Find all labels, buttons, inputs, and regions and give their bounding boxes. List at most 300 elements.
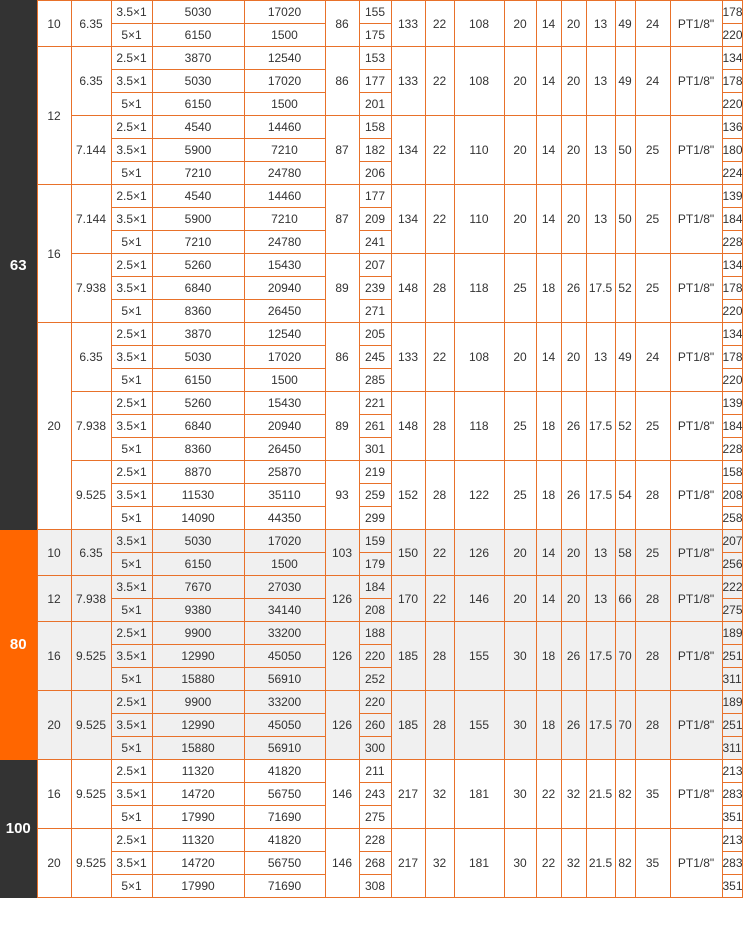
- dimension-cell: 24: [635, 1, 670, 47]
- dimension-cell: 17.5: [586, 461, 615, 530]
- length-cell: 207: [722, 530, 742, 553]
- table-row: [0, 1, 742, 24]
- dynamic-load-cell: 5030: [152, 530, 244, 553]
- nut-length-cell: 188: [359, 622, 391, 645]
- length-cell: 178: [722, 277, 742, 300]
- dimension-cell: 22: [425, 116, 454, 185]
- dimension-cell: PT1/8": [670, 392, 722, 461]
- length-cell: 311: [722, 737, 742, 760]
- static-load-cell: 17020: [244, 530, 325, 553]
- dimension-cell: 25: [635, 254, 670, 323]
- dynamic-load-cell: 5260: [152, 254, 244, 277]
- dimension-cell: 49: [615, 323, 635, 392]
- nut-dia-cell: 146: [325, 829, 359, 898]
- dimension-cell: 82: [615, 829, 635, 898]
- nut-length-cell: 209: [359, 208, 391, 231]
- circuit-cell: 2.5×1: [111, 254, 152, 277]
- static-load-cell: 45050: [244, 645, 325, 668]
- lead-cell: 20: [37, 829, 71, 898]
- size-group-label: 63: [0, 1, 37, 530]
- dimension-cell: PT1/8": [670, 323, 722, 392]
- nut-length-cell: 220: [359, 691, 391, 714]
- dimension-cell: 17.5: [586, 392, 615, 461]
- circuit-cell: 3.5×1: [111, 645, 152, 668]
- static-load-cell: 35110: [244, 484, 325, 507]
- circuit-cell: 5×1: [111, 875, 152, 898]
- dimension-cell: 14: [536, 1, 561, 47]
- table-row: [0, 461, 742, 484]
- length-cell: 351: [722, 806, 742, 829]
- lead-cell: 16: [37, 760, 71, 829]
- dimension-cell: 148: [391, 392, 425, 461]
- nut-length-cell: 175: [359, 24, 391, 47]
- nut-length-cell: 207: [359, 254, 391, 277]
- dynamic-load-cell: 11320: [152, 760, 244, 783]
- dimension-cell: 13: [586, 185, 615, 254]
- static-load-cell: 1500: [244, 24, 325, 47]
- dimension-cell: 14: [536, 116, 561, 185]
- static-load-cell: 15430: [244, 254, 325, 277]
- static-load-cell: 20940: [244, 277, 325, 300]
- length-cell: 283: [722, 852, 742, 875]
- dynamic-load-cell: 5030: [152, 346, 244, 369]
- static-load-cell: 17020: [244, 1, 325, 24]
- nut-length-cell: 259: [359, 484, 391, 507]
- ball-dia-cell: 7.144: [71, 185, 111, 254]
- dimension-cell: 20: [561, 116, 586, 185]
- circuit-cell: 3.5×1: [111, 139, 152, 162]
- dynamic-load-cell: 11530: [152, 484, 244, 507]
- dimension-cell: 25: [635, 392, 670, 461]
- ball-dia-cell: 6.35: [71, 47, 111, 116]
- static-load-cell: 71690: [244, 875, 325, 898]
- dynamic-load-cell: 3870: [152, 323, 244, 346]
- dimension-cell: 22: [536, 760, 561, 829]
- nut-dia-cell: 89: [325, 254, 359, 323]
- dynamic-load-cell: 12990: [152, 714, 244, 737]
- dimension-cell: 26: [561, 461, 586, 530]
- dynamic-load-cell: 8360: [152, 300, 244, 323]
- length-cell: 220: [722, 369, 742, 392]
- static-load-cell: 56750: [244, 783, 325, 806]
- dynamic-load-cell: 14720: [152, 783, 244, 806]
- nut-length-cell: 153: [359, 47, 391, 70]
- ball-dia-cell: 9.525: [71, 691, 111, 760]
- table-row: [0, 254, 742, 277]
- dimension-cell: 30: [504, 691, 536, 760]
- dimension-cell: 50: [615, 185, 635, 254]
- dynamic-load-cell: 15880: [152, 737, 244, 760]
- nut-length-cell: 228: [359, 829, 391, 852]
- table-row: [0, 185, 742, 208]
- dynamic-load-cell: 6150: [152, 24, 244, 47]
- dimension-cell: 20: [561, 576, 586, 622]
- nut-dia-cell: 103: [325, 530, 359, 576]
- dimension-cell: 13: [586, 323, 615, 392]
- dimension-cell: 14: [536, 47, 561, 116]
- length-cell: 184: [722, 208, 742, 231]
- table-row: [0, 47, 742, 70]
- dimension-cell: PT1/8": [670, 185, 722, 254]
- length-cell: 256: [722, 553, 742, 576]
- circuit-cell: 5×1: [111, 553, 152, 576]
- length-cell: 134: [722, 47, 742, 70]
- table-row: [0, 530, 742, 553]
- length-cell: 224: [722, 162, 742, 185]
- dynamic-load-cell: 15880: [152, 668, 244, 691]
- nut-length-cell: 299: [359, 507, 391, 530]
- circuit-cell: 5×1: [111, 93, 152, 116]
- length-cell: 139: [722, 392, 742, 415]
- dimension-cell: 28: [425, 691, 454, 760]
- length-cell: 184: [722, 415, 742, 438]
- dynamic-load-cell: 17990: [152, 806, 244, 829]
- dimension-cell: 28: [425, 622, 454, 691]
- nut-dia-cell: 86: [325, 1, 359, 47]
- nut-length-cell: 271: [359, 300, 391, 323]
- dimension-cell: 32: [425, 760, 454, 829]
- dimension-cell: PT1/8": [670, 622, 722, 691]
- dimension-cell: 22: [425, 323, 454, 392]
- nut-length-cell: 301: [359, 438, 391, 461]
- dimension-cell: 17.5: [586, 622, 615, 691]
- length-cell: 251: [722, 714, 742, 737]
- dynamic-load-cell: 5900: [152, 208, 244, 231]
- nut-dia-cell: 126: [325, 576, 359, 622]
- dimension-cell: 24: [635, 47, 670, 116]
- dynamic-load-cell: 8870: [152, 461, 244, 484]
- dynamic-load-cell: 14720: [152, 852, 244, 875]
- dimension-cell: PT1/8": [670, 254, 722, 323]
- dimension-cell: 152: [391, 461, 425, 530]
- nut-length-cell: 221: [359, 392, 391, 415]
- length-cell: 178: [722, 346, 742, 369]
- nut-length-cell: 285: [359, 369, 391, 392]
- dimension-cell: 54: [615, 461, 635, 530]
- dynamic-load-cell: 6840: [152, 277, 244, 300]
- lead-cell: 10: [37, 1, 71, 47]
- dimension-cell: 20: [561, 47, 586, 116]
- ball-dia-cell: 7.938: [71, 576, 111, 622]
- length-cell: 283: [722, 783, 742, 806]
- table-row: [0, 829, 742, 852]
- dimension-cell: 13: [586, 1, 615, 47]
- dimension-cell: 28: [425, 392, 454, 461]
- dimension-cell: 32: [425, 829, 454, 898]
- nut-length-cell: 245: [359, 346, 391, 369]
- static-load-cell: 44350: [244, 507, 325, 530]
- dimension-cell: 21.5: [586, 829, 615, 898]
- dimension-cell: 26: [561, 254, 586, 323]
- static-load-cell: 56910: [244, 668, 325, 691]
- dimension-cell: 110: [454, 185, 504, 254]
- dimension-cell: PT1/8": [670, 116, 722, 185]
- lead-cell: 20: [37, 323, 71, 530]
- dimension-cell: 52: [615, 392, 635, 461]
- length-cell: 178: [722, 70, 742, 93]
- dimension-cell: 126: [454, 530, 504, 576]
- dimension-cell: 26: [561, 392, 586, 461]
- dynamic-load-cell: 17990: [152, 875, 244, 898]
- length-cell: 208: [722, 484, 742, 507]
- nut-length-cell: 201: [359, 93, 391, 116]
- static-load-cell: 7210: [244, 208, 325, 231]
- dimension-cell: 18: [536, 254, 561, 323]
- static-load-cell: 41820: [244, 829, 325, 852]
- ball-dia-cell: 9.525: [71, 760, 111, 829]
- nut-dia-cell: 87: [325, 116, 359, 185]
- dimension-cell: 24: [635, 323, 670, 392]
- nut-length-cell: 177: [359, 70, 391, 93]
- dimension-cell: 20: [561, 185, 586, 254]
- nut-length-cell: 184: [359, 576, 391, 599]
- dimension-cell: 70: [615, 622, 635, 691]
- dimension-cell: 155: [454, 622, 504, 691]
- dimension-cell: 30: [504, 622, 536, 691]
- dynamic-load-cell: 3870: [152, 47, 244, 70]
- dimension-cell: 20: [504, 576, 536, 622]
- dimension-cell: 30: [504, 829, 536, 898]
- dimension-cell: 20: [504, 185, 536, 254]
- dimension-cell: 122: [454, 461, 504, 530]
- dynamic-load-cell: 5260: [152, 392, 244, 415]
- table-row: [0, 691, 742, 714]
- nut-length-cell: 159: [359, 530, 391, 553]
- static-load-cell: 1500: [244, 369, 325, 392]
- dynamic-load-cell: 9900: [152, 691, 244, 714]
- dimension-cell: 28: [425, 254, 454, 323]
- dimension-cell: PT1/8": [670, 47, 722, 116]
- dimension-cell: 170: [391, 576, 425, 622]
- nut-length-cell: 211: [359, 760, 391, 783]
- dimension-cell: 66: [615, 576, 635, 622]
- static-load-cell: 45050: [244, 714, 325, 737]
- circuit-cell: 5×1: [111, 806, 152, 829]
- nut-dia-cell: 86: [325, 47, 359, 116]
- dimension-cell: 18: [536, 622, 561, 691]
- circuit-cell: 5×1: [111, 737, 152, 760]
- dimension-cell: 185: [391, 691, 425, 760]
- circuit-cell: 3.5×1: [111, 277, 152, 300]
- length-cell: 220: [722, 300, 742, 323]
- dimension-cell: 133: [391, 323, 425, 392]
- length-cell: 351: [722, 875, 742, 898]
- dimension-cell: PT1/8": [670, 691, 722, 760]
- ball-dia-cell: 6.35: [71, 530, 111, 576]
- circuit-cell: 2.5×1: [111, 47, 152, 70]
- lead-cell: 16: [37, 622, 71, 691]
- dimension-cell: 32: [561, 829, 586, 898]
- dimension-cell: 26: [561, 691, 586, 760]
- static-load-cell: 56910: [244, 737, 325, 760]
- length-cell: 139: [722, 185, 742, 208]
- dimension-cell: 49: [615, 47, 635, 116]
- nut-length-cell: 275: [359, 806, 391, 829]
- dynamic-load-cell: 6150: [152, 369, 244, 392]
- nut-length-cell: 308: [359, 875, 391, 898]
- length-cell: 134: [722, 323, 742, 346]
- dimension-cell: 20: [504, 530, 536, 576]
- dynamic-load-cell: 5030: [152, 1, 244, 24]
- dimension-cell: 14: [536, 576, 561, 622]
- static-load-cell: 24780: [244, 231, 325, 254]
- static-load-cell: 14460: [244, 185, 325, 208]
- nut-dia-cell: 126: [325, 622, 359, 691]
- circuit-cell: 2.5×1: [111, 116, 152, 139]
- dimension-cell: 108: [454, 1, 504, 47]
- dimension-cell: 49: [615, 1, 635, 47]
- circuit-cell: 2.5×1: [111, 829, 152, 852]
- length-cell: 178: [722, 1, 742, 24]
- circuit-cell: 5×1: [111, 300, 152, 323]
- static-load-cell: 15430: [244, 392, 325, 415]
- circuit-cell: 5×1: [111, 231, 152, 254]
- length-cell: 180: [722, 139, 742, 162]
- length-cell: 222: [722, 576, 742, 599]
- circuit-cell: 2.5×1: [111, 760, 152, 783]
- dimension-cell: 17.5: [586, 691, 615, 760]
- dimension-cell: PT1/8": [670, 576, 722, 622]
- circuit-cell: 5×1: [111, 438, 152, 461]
- ball-dia-cell: 7.938: [71, 392, 111, 461]
- dimension-cell: 13: [586, 576, 615, 622]
- nut-length-cell: 268: [359, 852, 391, 875]
- dimension-cell: 181: [454, 829, 504, 898]
- ball-dia-cell: 9.525: [71, 461, 111, 530]
- circuit-cell: 5×1: [111, 599, 152, 622]
- length-cell: 275: [722, 599, 742, 622]
- dimension-cell: 22: [425, 185, 454, 254]
- dynamic-load-cell: 6150: [152, 93, 244, 116]
- dimension-cell: 18: [536, 691, 561, 760]
- dimension-cell: 185: [391, 622, 425, 691]
- dynamic-load-cell: 6150: [152, 553, 244, 576]
- dimension-cell: 14: [536, 323, 561, 392]
- lead-cell: 16: [37, 185, 71, 323]
- dimension-cell: 20: [504, 116, 536, 185]
- length-cell: 251: [722, 645, 742, 668]
- dynamic-load-cell: 14090: [152, 507, 244, 530]
- dimension-cell: 28: [425, 461, 454, 530]
- lead-cell: 12: [37, 47, 71, 185]
- dynamic-load-cell: 8360: [152, 438, 244, 461]
- ball-dia-cell: 9.525: [71, 829, 111, 898]
- static-load-cell: 12540: [244, 47, 325, 70]
- static-load-cell: 27030: [244, 576, 325, 599]
- nut-length-cell: 239: [359, 277, 391, 300]
- nut-dia-cell: 87: [325, 185, 359, 254]
- dimension-cell: 217: [391, 829, 425, 898]
- dimension-cell: 18: [536, 461, 561, 530]
- circuit-cell: 3.5×1: [111, 714, 152, 737]
- dimension-cell: 217: [391, 760, 425, 829]
- table-row: [0, 576, 742, 599]
- dimension-cell: 20: [504, 47, 536, 116]
- dimension-cell: 22: [425, 576, 454, 622]
- dimension-cell: 28: [635, 576, 670, 622]
- ball-dia-cell: 9.525: [71, 622, 111, 691]
- dynamic-load-cell: 5030: [152, 70, 244, 93]
- dimension-cell: 22: [425, 530, 454, 576]
- dimension-cell: 30: [504, 760, 536, 829]
- dimension-cell: 14: [536, 185, 561, 254]
- nut-dia-cell: 86: [325, 323, 359, 392]
- dimension-cell: 25: [504, 461, 536, 530]
- dimension-cell: 118: [454, 254, 504, 323]
- static-load-cell: 25870: [244, 461, 325, 484]
- table-row: [0, 392, 742, 415]
- nut-dia-cell: 93: [325, 461, 359, 530]
- lead-cell: 12: [37, 576, 71, 622]
- static-load-cell: 17020: [244, 346, 325, 369]
- circuit-cell: 3.5×1: [111, 1, 152, 24]
- nut-length-cell: 158: [359, 116, 391, 139]
- static-load-cell: 12540: [244, 323, 325, 346]
- circuit-cell: 3.5×1: [111, 852, 152, 875]
- dimension-cell: 14: [536, 530, 561, 576]
- circuit-cell: 3.5×1: [111, 530, 152, 553]
- dimension-cell: 20: [561, 530, 586, 576]
- length-cell: 189: [722, 691, 742, 714]
- nut-dia-cell: 146: [325, 760, 359, 829]
- circuit-cell: 5×1: [111, 668, 152, 691]
- dimension-cell: PT1/8": [670, 1, 722, 47]
- nut-length-cell: 208: [359, 599, 391, 622]
- circuit-cell: 3.5×1: [111, 70, 152, 93]
- length-cell: 213: [722, 760, 742, 783]
- nut-length-cell: 260: [359, 714, 391, 737]
- nut-length-cell: 206: [359, 162, 391, 185]
- static-load-cell: 33200: [244, 622, 325, 645]
- length-cell: 189: [722, 622, 742, 645]
- dimension-cell: 13: [586, 47, 615, 116]
- dimension-cell: 50: [615, 116, 635, 185]
- dimension-cell: 133: [391, 47, 425, 116]
- dynamic-load-cell: 9380: [152, 599, 244, 622]
- static-load-cell: 24780: [244, 162, 325, 185]
- length-cell: 228: [722, 231, 742, 254]
- dimension-cell: 181: [454, 760, 504, 829]
- circuit-cell: 3.5×1: [111, 484, 152, 507]
- nut-dia-cell: 89: [325, 392, 359, 461]
- dimension-cell: 20: [504, 323, 536, 392]
- dynamic-load-cell: 7210: [152, 231, 244, 254]
- dimension-cell: 21.5: [586, 760, 615, 829]
- circuit-cell: 2.5×1: [111, 691, 152, 714]
- table-row: [0, 116, 742, 139]
- circuit-cell: 5×1: [111, 162, 152, 185]
- dimension-cell: 25: [504, 254, 536, 323]
- dimension-cell: 20: [561, 323, 586, 392]
- dimension-cell: 150: [391, 530, 425, 576]
- dimension-cell: 35: [635, 829, 670, 898]
- ball-dia-cell: 6.35: [71, 1, 111, 47]
- dimension-cell: 13: [586, 116, 615, 185]
- dimension-cell: 25: [635, 530, 670, 576]
- dimension-cell: 28: [635, 461, 670, 530]
- dimension-cell: 70: [615, 691, 635, 760]
- nut-length-cell: 219: [359, 461, 391, 484]
- nut-length-cell: 241: [359, 231, 391, 254]
- length-cell: 134: [722, 254, 742, 277]
- circuit-cell: 3.5×1: [111, 576, 152, 599]
- dynamic-load-cell: 11320: [152, 829, 244, 852]
- nut-length-cell: 155: [359, 1, 391, 24]
- dimension-cell: PT1/8": [670, 829, 722, 898]
- dynamic-load-cell: 9900: [152, 622, 244, 645]
- dynamic-load-cell: 6840: [152, 415, 244, 438]
- length-cell: 258: [722, 507, 742, 530]
